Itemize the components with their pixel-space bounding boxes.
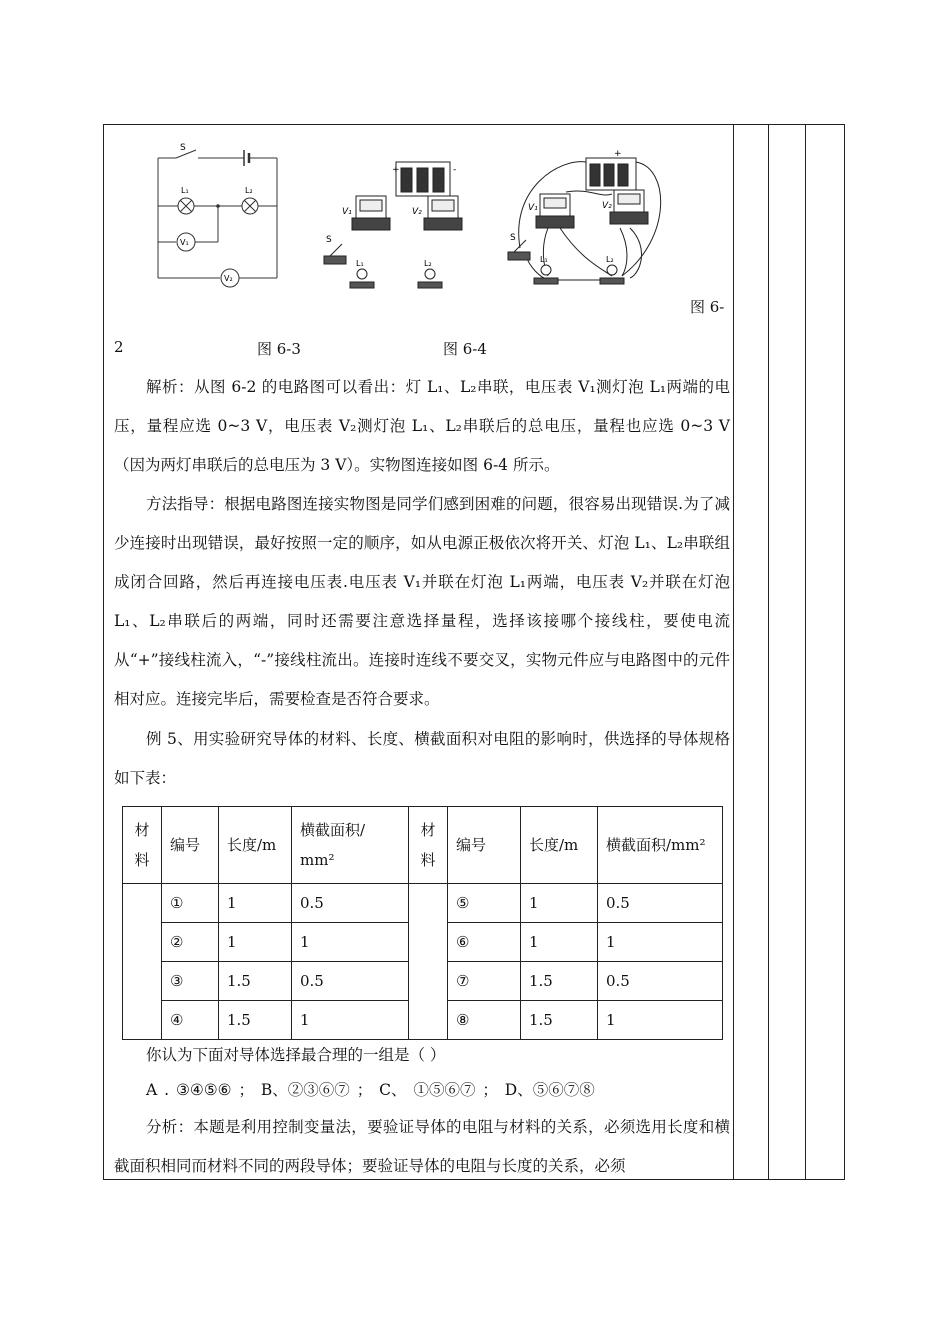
table-row xyxy=(123,884,723,923)
voltmeter-v1-label: V₁ xyxy=(180,238,189,247)
figure-6-4-wired-circuit xyxy=(500,148,680,300)
voltmeter-v2-label: V₂ xyxy=(224,274,233,283)
cell-len1: 1 xyxy=(219,923,292,962)
lamp-l2-label: L₂ xyxy=(245,186,253,195)
analysis2-paragraph: 分析：本题是利用控制变量法，要验证导体的电阻与材料的关系，必须选用长度和横截面积相同而材料不同的两段导体；要验证导体的电阻与长度的关系，必须 xyxy=(114,1118,730,1175)
header-area-right: 横截面积/mm² xyxy=(598,807,723,884)
cell-no1: ③ xyxy=(162,962,219,1001)
cell-len2: 1 xyxy=(521,923,598,962)
cell-no2: ⑧ xyxy=(448,1001,521,1040)
v1-component-label: V₁ xyxy=(342,207,352,217)
cell-area2: 1 xyxy=(598,1001,723,1040)
cell-area1: 1 xyxy=(292,1001,409,1040)
column-divider-2 xyxy=(768,124,769,1180)
table-header-row xyxy=(123,807,723,884)
fig-6-2-caption-part2: 2 xyxy=(114,338,124,356)
cell-len1: 1.5 xyxy=(219,1001,292,1040)
v1-wired-label: V₁ xyxy=(528,203,538,213)
cell-area2: 0.5 xyxy=(598,962,723,1001)
cell-len1: 1.5 xyxy=(219,962,292,1001)
material-cell-right xyxy=(409,884,448,1040)
l2-component-label: L₂ xyxy=(424,259,432,268)
cell-no2: ⑤ xyxy=(448,884,521,923)
l1-component-label: L₁ xyxy=(356,259,364,268)
battery-plus-label: + xyxy=(392,165,400,175)
battery-plus-label-2: + xyxy=(614,149,622,159)
column-divider-1 xyxy=(733,124,734,1180)
cell-area1: 0.5 xyxy=(292,884,409,923)
cell-area2: 0.5 xyxy=(598,884,723,923)
header-length-right: 长度/m xyxy=(521,807,598,884)
cell-no1: ② xyxy=(162,923,219,962)
v2-component-label: V₂ xyxy=(412,207,422,217)
header-material-left: 材 料 xyxy=(123,807,162,884)
header-number-left: 编号 xyxy=(162,807,219,884)
cell-area2: 1 xyxy=(598,923,723,962)
example-paragraph: 例 5、用实验研究导体的材料、长度、横截面积对电阻的影响时，供选择的导体规格如下表： xyxy=(114,730,730,787)
switch-component-label: S xyxy=(326,235,332,245)
analysis-paragraph: 解析：从图 6-2 的电路图可以看出：灯 L₁、L₂串联，电压表 V₁测灯泡 L₁两端的电压，量程应选 0~3 V，电压表 V₂测灯泡 L₁、L₂串联后的总电压，量程也应选 0~3 V（因为两灯串联后的总电压为 3 V）。实物图连接如图 6-4 所示。 xyxy=(114,378,730,474)
l1-wired-label: L₁ xyxy=(540,255,548,264)
question-text: 你认为下面对导体选择最合理的一组是（ ） xyxy=(146,1046,446,1064)
fig-6-3-caption: 图 6-3 xyxy=(257,340,301,358)
battery-minus-label: - xyxy=(453,165,457,175)
l2-wired-label: L₂ xyxy=(606,255,614,264)
conductor-spec-table xyxy=(122,806,723,1040)
figure-6-3-components xyxy=(320,152,480,300)
switch-wired-label: S xyxy=(510,233,516,243)
switch-label: S xyxy=(180,143,186,153)
lamp-l1-label: L₁ xyxy=(181,186,189,195)
cell-no2: ⑥ xyxy=(448,923,521,962)
header-area-left-line1: 横截面积/ xyxy=(300,821,366,839)
material-cell-left xyxy=(123,884,162,1040)
cell-len2: 1 xyxy=(521,884,598,923)
v2-wired-label: V₂ xyxy=(602,201,612,211)
cell-len2: 1.5 xyxy=(521,962,598,1001)
header-number-right: 编号 xyxy=(448,807,521,884)
fig-6-2-caption-part1: 图 6- xyxy=(690,298,725,316)
cell-area1: 0.5 xyxy=(292,962,409,1001)
figure-6-2-circuit xyxy=(150,140,290,290)
method-paragraph: 方法指导：根据电路图连接实物图是同学们感到困难的问题，很容易出现错误.为了减少连接时出现错误，最好按照一定的顺序，如从电源正极依次将开关、灯泡 L₁、L₂串联组成闭合回路，然后再连接电压表.电压表 V₁并联在灯泡 L₁两端，电压表 V₂并联在灯泡 L₁、L₂串联后的两端，同时还需要注意选择量程，选择该接哪个接线柱，要使电流从“+”接线柱流入，“-”接线柱流出。连接时连线不要交叉，实物元件应与电路图中的元件相对应。连接完毕后，需要检查是否符合要求。 xyxy=(114,495,730,708)
cell-no2: ⑦ xyxy=(448,962,521,1001)
header-material-right: 材 料 xyxy=(409,807,448,884)
fig-6-4-caption: 图 6-4 xyxy=(443,340,487,358)
column-divider-3 xyxy=(805,124,806,1180)
header-area-left-line2: mm² xyxy=(300,851,335,869)
cell-area1: 1 xyxy=(292,923,409,962)
cell-len1: 1 xyxy=(219,884,292,923)
cell-no1: ④ xyxy=(162,1001,219,1040)
answer-options: A . ③④⑤⑥ ； B、②③⑥⑦ ； C、 ①⑤⑥⑦ ； D、⑤⑥⑦⑧ xyxy=(146,1081,595,1099)
header-length-left: 长度/m xyxy=(219,807,292,884)
header-area-left xyxy=(292,807,409,884)
cell-len2: 1.5 xyxy=(521,1001,598,1040)
cell-no1: ① xyxy=(162,884,219,923)
